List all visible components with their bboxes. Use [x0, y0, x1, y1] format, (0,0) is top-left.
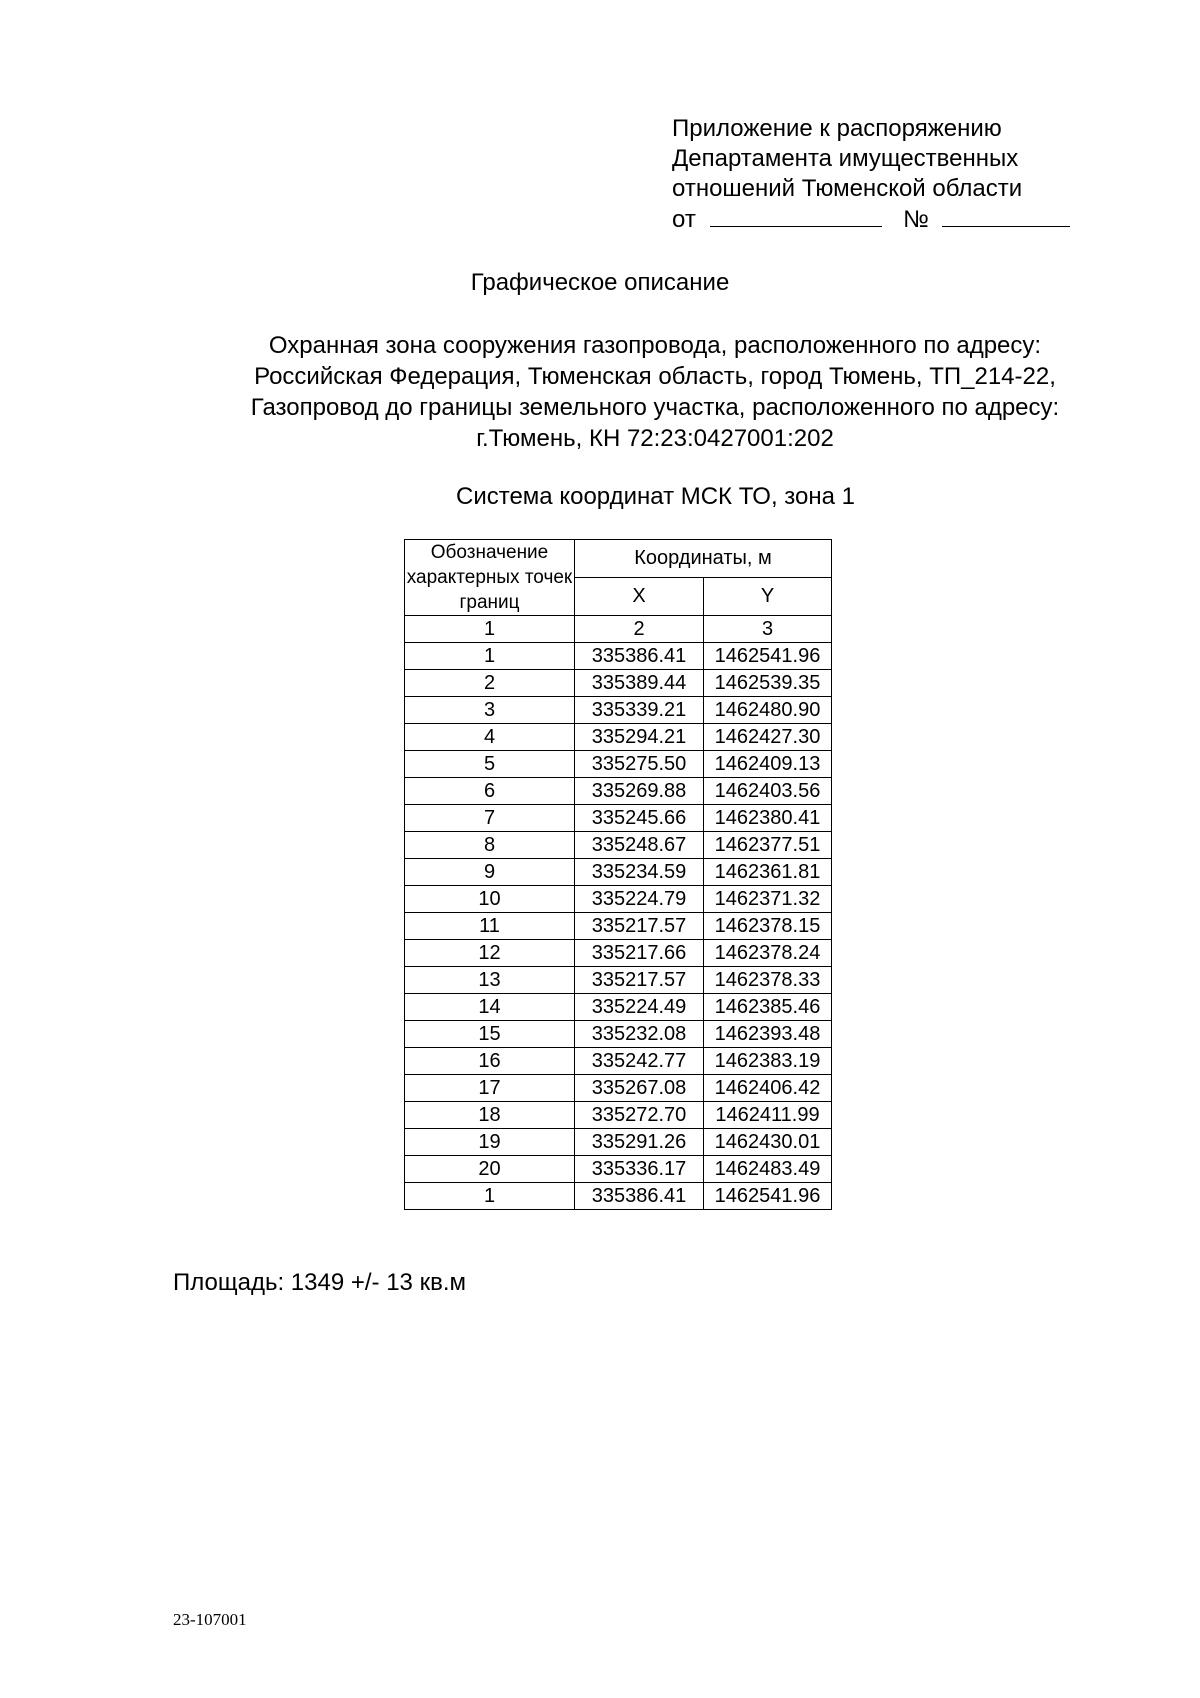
y-cell: 1462378.24 [704, 940, 832, 967]
point-cell: 20 [405, 1156, 575, 1183]
y-cell: 1462483.49 [704, 1156, 832, 1183]
table-row [405, 643, 832, 670]
y-cell: 1462378.15 [704, 913, 832, 940]
point-cell: 1 [405, 1183, 575, 1210]
point-cell: 8 [405, 832, 575, 859]
area-value: Площадь: 1349 +/- 13 кв.м [173, 1269, 466, 1296]
y-cell: 1462361.81 [704, 859, 832, 886]
y-cell: 1462427.30 [704, 724, 832, 751]
y-cell: 1462541.96 [704, 1183, 832, 1210]
appendix-header [672, 114, 1070, 235]
table-row [405, 859, 832, 886]
appendix-line-1: Приложение к распоряжению [672, 115, 1002, 142]
table-row [405, 1048, 832, 1075]
table-row [405, 967, 832, 994]
point-cell: 14 [405, 994, 575, 1021]
description-line-4: г.Тюмень, КН 72:23:0427001:202 [476, 425, 834, 452]
y-cell: 1462403.56 [704, 778, 832, 805]
document-number: 23-107001 [173, 1610, 247, 1629]
number-blank-line [942, 204, 1070, 227]
table-row [405, 1183, 832, 1210]
y-cell: 1462385.46 [704, 994, 832, 1021]
x-cell: 335224.79 [575, 886, 704, 913]
table-row [405, 1156, 832, 1183]
table-header-row [405, 540, 832, 578]
number-label: № [903, 206, 929, 233]
appendix-line-3: отношений Тюменской области [672, 175, 1023, 202]
y-cell: 1462411.99 [704, 1102, 832, 1129]
point-cell: 17 [405, 1075, 575, 1102]
x-cell: 335336.17 [575, 1156, 704, 1183]
table-row [405, 805, 832, 832]
y-cell: 1462371.32 [704, 886, 832, 913]
x-cell: 335234.59 [575, 859, 704, 886]
description-line-1: Охранная зона сооружения газопровода, расположенного по адресу: [268, 332, 1042, 359]
y-cell: 1462539.35 [704, 670, 832, 697]
point-cell: 18 [405, 1102, 575, 1129]
column-number-1: 1 [405, 616, 575, 643]
coordinate-system: Система координат МСК ТО, зона 1 [456, 483, 855, 510]
x-cell: 335245.66 [575, 805, 704, 832]
x-cell: 335248.67 [575, 832, 704, 859]
y-cell: 1462430.01 [704, 1129, 832, 1156]
description-line-3: Газопровод до границы земельного участка, расположенного по адресу: [250, 394, 1060, 421]
x-cell: 335232.08 [575, 1021, 704, 1048]
table-row [405, 1129, 832, 1156]
x-cell: 335272.70 [575, 1102, 704, 1129]
table-row [405, 913, 832, 940]
point-cell: 7 [405, 805, 575, 832]
y-cell: 1462380.41 [704, 805, 832, 832]
point-cell: 10 [405, 886, 575, 913]
date-blank-line [710, 204, 882, 227]
point-cell: 2 [405, 670, 575, 697]
table-row [405, 697, 832, 724]
x-cell: 335389.44 [575, 670, 704, 697]
x-cell: 335275.50 [575, 751, 704, 778]
document-title: Графическое описание [470, 269, 730, 296]
appendix-date-number-line [672, 204, 1070, 235]
y-cell: 1462377.51 [704, 832, 832, 859]
column-number-3: 3 [704, 616, 832, 643]
table-row [405, 940, 832, 967]
point-cell: 15 [405, 1021, 575, 1048]
column-number-2: 2 [575, 616, 704, 643]
y-cell: 1462406.42 [704, 1075, 832, 1102]
point-cell: 6 [405, 778, 575, 805]
table-row [405, 1021, 832, 1048]
x-cell: 335339.21 [575, 697, 704, 724]
table-row [405, 778, 832, 805]
point-cell: 19 [405, 1129, 575, 1156]
object-description [160, 330, 1150, 454]
point-cell: 16 [405, 1048, 575, 1075]
table-row [405, 832, 832, 859]
table-row [405, 1075, 832, 1102]
point-cell: 13 [405, 967, 575, 994]
x-cell: 335224.49 [575, 994, 704, 1021]
y-cell: 1462378.33 [704, 967, 832, 994]
coordinates-table [404, 539, 832, 1210]
point-cell: 12 [405, 940, 575, 967]
table-row [405, 724, 832, 751]
from-label: от [672, 206, 696, 233]
y-cell: 1462541.96 [704, 643, 832, 670]
point-cell: 9 [405, 859, 575, 886]
point-cell: 1 [405, 643, 575, 670]
x-cell: 335267.08 [575, 1075, 704, 1102]
appendix-line-2: Департамента имущественных [672, 145, 1019, 172]
x-cell: 335291.26 [575, 1129, 704, 1156]
y-cell: 1462480.90 [704, 697, 832, 724]
point-cell: 5 [405, 751, 575, 778]
table-row [405, 751, 832, 778]
header-x: X [575, 578, 704, 616]
header-y: Y [704, 578, 832, 616]
y-cell: 1462383.19 [704, 1048, 832, 1075]
x-cell: 335217.66 [575, 940, 704, 967]
x-cell: 335386.41 [575, 1183, 704, 1210]
x-cell: 335269.88 [575, 778, 704, 805]
table-row [405, 886, 832, 913]
x-cell: 335242.77 [575, 1048, 704, 1075]
table-row [405, 1102, 832, 1129]
description-line-2: Российская Федерация, Тюменская область, город Тюмень, ТП_214-22, [254, 363, 1056, 390]
x-cell: 335294.21 [575, 724, 704, 751]
header-coordinates: Координаты, м [575, 540, 832, 578]
y-cell: 1462393.48 [704, 1021, 832, 1048]
point-cell: 4 [405, 724, 575, 751]
header-point-label: Обозначение характерных точек границ [405, 540, 575, 616]
table-row [405, 670, 832, 697]
x-cell: 335217.57 [575, 967, 704, 994]
y-cell: 1462409.13 [704, 751, 832, 778]
point-cell: 11 [405, 913, 575, 940]
x-cell: 335217.57 [575, 913, 704, 940]
table-row [405, 994, 832, 1021]
table-column-number-row [405, 616, 832, 643]
x-cell: 335386.41 [575, 643, 704, 670]
point-cell: 3 [405, 697, 575, 724]
